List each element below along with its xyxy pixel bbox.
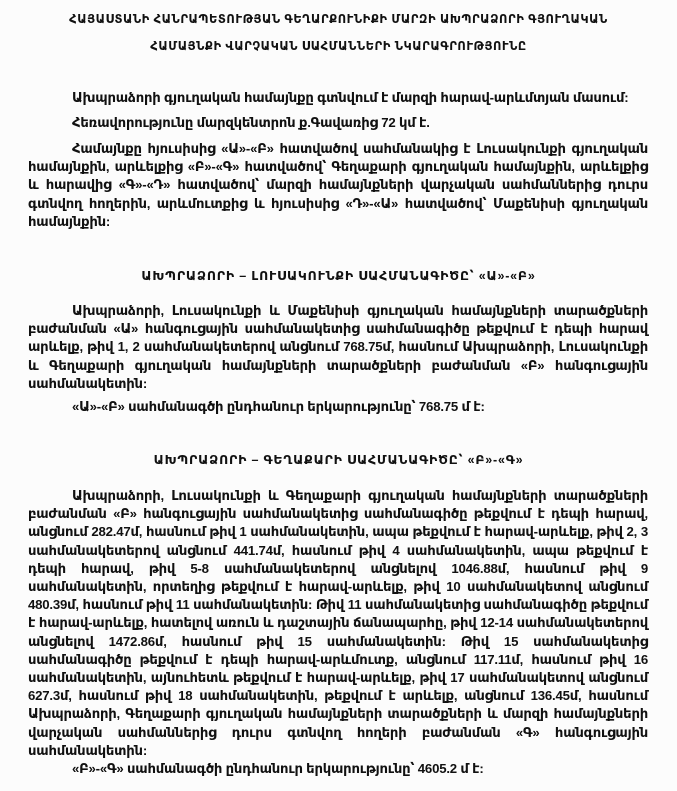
section-total-b-g: «Բ»-«Գ» սահմանագծի ընդհանուր երկարությունը՝ 4605.2 մ է: xyxy=(72,761,484,776)
section-body-b-g: Ախպրաձորի, Լուսակունքի և Գեղաքարի գյուղական համայնքների տարածքների բաժանման «Բ» հանգուցային սահմանակետից սահմանագիծը թեքվում է դեպի հարավ, անցնում 282.47մ, հասնում թիվ 1 սահմանակետին, ապա թեքվում է հարավ-արևելք, թիվ 2, 3 սահմանակետերով անցնում 441.74մ, հասնում թիվ 4 սահմանակետին, ապա թեքվում է դեպի հարավ, թիվ 5-8 սահմանակետերով անցնելով 1046.88մ, հասնում թիվ 9 սահմանակետին, որտեղից թեքվում է հարավ-արևելք, թիվ 10 սահմանակետով անցնում 480.39մ, հասնում թիվ 11 սահմանակետին: Թիվ 11 սահմանակետից սահմանագիծը թեքվում է հարավ-արևելք, հատելով առուն և դաշտային ճանապարհը, թիվ 12-14 սահմանակետերով անցնելով 1472.86մ, հասնում թիվ 15 սահմանակետին: Թիվ 15 սահմանակետից սահմանագիծը թեքվում է դեպի հարավ-արևմուտք, անցնում 117.11մ, հասնում թիվ 16 սահմանակետին, այնուհետև թեքվում է հարավ-արևելք, թիվ 17 սահմանակետով անցնում 627.3մ, հասնում թիվ 18 սահմանակետին, թեքվում է արևելք, անցնում 136.45մ, հասնում Ախպրաձորի, Գեղաքարի գյուղական համայնքների տարածքների և մարզի համայնքների վարչական սահմաններից դուրս գտնվող հողերի բաժանման «Գ» հանգուցային սահմանակետին: xyxy=(28,488,648,758)
section-total-a-b: «Ա»-«Բ» սահմանագծի ընդհանուր երկարությունը՝ 768.75 մ է: xyxy=(72,399,485,414)
section-heading-b-g: ԱԽՊՐԱՁՈՐԻ – ԳԵՂԱՔԱՐԻ ՍԱՀՄԱՆԱԳԻԾԸ՝ «Բ»-«Գ» xyxy=(153,453,524,467)
section-body-a-b: Ախպրաձորի, Լուսակունքի և Մաքենիսի գյուղական համայնքների տարածքների բաժանման «Ա» հանգուցային սահմանակետից սահմանագիծը թեքվում է դեպի հարավ արևելք, թիվ 1, 2 սահմանակետերով անցնում 768.75մ, հասնում Ախպրաձորի, Լուսակունքի և Գեղաքարի գյուղական համայնքների տարածքների բաժանման «Բ» հանգուցային սահմանակետին: xyxy=(28,303,648,391)
intro-location: Ախպրաձորի գյուղական համայնքը գտնվում է մարզի հարավ-արևմտյան մասում: xyxy=(72,90,629,105)
intro-neighbors-paragraph: Համայնքը հյուսիսից «Ա»-«Բ» հատվածով սահմանակից է Լուսակունքի գյուղական համայնքին, արևելքից «Բ»-«Գ» հատվածով՝ Գեղաքարի գյուղական համայնքին, արևելքից և հարավից «Գ»-«Դ» հատվածով՝ մարզի համայնքների վարչական սահմաններից դուրս գտնվող հողերին, արևմուտքից և հյուսիսից «Դ»-«Ա» հատվածով՝ Մաքենիսի գյուղական համայնքին: xyxy=(28,141,648,229)
document-title-line-1: ՀԱՅԱՍՏԱՆԻ ՀԱՆՐԱՊԵՏՈՒԹՅԱՆ ԳԵՂԱՐՔՈՒՆԻՔԻ ՄԱՐԶԻ ԱԽՊՐԱՁՈՐԻ ԳՅՈՒՂԱԿԱՆ xyxy=(69,12,608,26)
intro-distance: Հեռավորությունը մարզկենտրոն ք.Գավառից 72 կմ է. xyxy=(72,115,430,130)
section-heading-a-b: ԱԽՊՐԱՁՈՐԻ – ԼՈՒՍԱԿՈՒՆՔԻ ՍԱՀՄԱՆԱԳԻԾԸ՝ «Ա»-«Բ» xyxy=(141,269,536,283)
document-title-line-2: ՀԱՄԱՅՆՔԻ ՎԱՐՉԱԿԱՆ ՍԱՀՄԱՆՆԵՐԻ ՆԿԱՐԱԳՐՈՒԹՅՈՒՆԸ xyxy=(150,39,527,53)
